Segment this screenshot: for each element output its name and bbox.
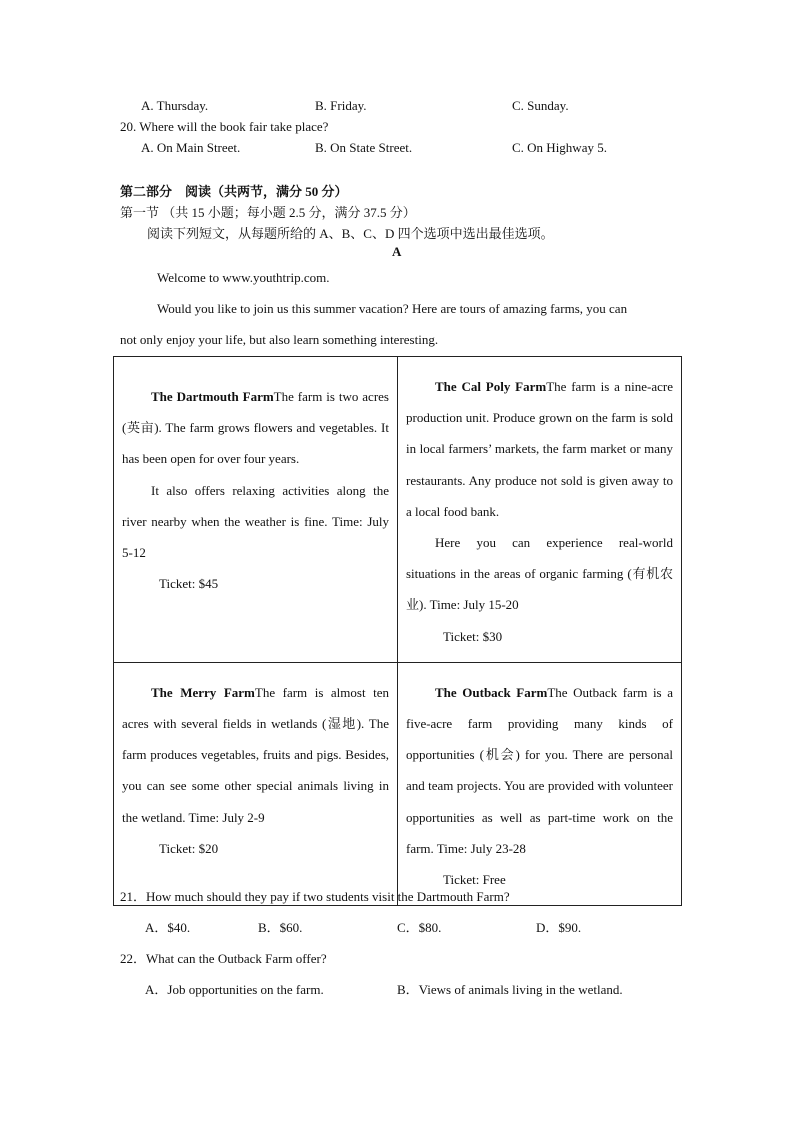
q20-question: 20. Where will the book fair take place? bbox=[120, 119, 329, 134]
merry-farm-name: The Merry Farm bbox=[151, 684, 255, 700]
section1-title: 第一节 （共 15 小题；每小题 2.5 分，满分 37.5 分） bbox=[120, 205, 416, 220]
outback-ticket: Ticket: Free bbox=[443, 872, 506, 888]
calpoly-text-2: Here you can experience real-world situations in the areas of organic farming (有机农业). Time: July 15-20 bbox=[406, 535, 673, 613]
q20-option-b: B. On State Street. bbox=[315, 140, 413, 155]
passage-intro-line1: Would you like to join us this summer vacation? Here are tours of amazing farms, you can bbox=[157, 301, 628, 316]
outback-desc bbox=[406, 677, 673, 864]
outback-text-1: The Outback farm is a five-acre farm providing many kinds of opportunities (机会) for you. There are personal and team projects. You are provided with volunteer opportunities as well as part-time work on the farm. Time: July 23-28 bbox=[406, 684, 673, 856]
calpoly-farm-cell bbox=[398, 357, 682, 663]
q20-option-a: A. On Main Street. bbox=[141, 140, 241, 155]
q19-option-b: B. Friday. bbox=[315, 98, 367, 113]
q22-option-b: B．Views of animals living in the wetland. bbox=[397, 982, 623, 997]
dartmouth-farm-cell bbox=[114, 357, 398, 663]
dartmouth-ticket: Ticket: $45 bbox=[159, 576, 219, 592]
dartmouth-text-2: It also offers relaxing activities along the river nearby when the weather is fine. Time: July 5-12 bbox=[122, 482, 389, 561]
q19-option-c: C. Sunday. bbox=[512, 98, 569, 113]
calpoly-desc bbox=[406, 371, 673, 527]
q21-option-a: A．$40. bbox=[145, 920, 191, 935]
dartmouth-farm-name: The Dartmouth Farm bbox=[151, 389, 274, 404]
q19-option-a: A. Thursday. bbox=[141, 98, 209, 113]
passage-welcome: Welcome to www.youthtrip.com. bbox=[157, 270, 330, 285]
q22-question: 22．What can the Outback Farm offer? bbox=[120, 951, 327, 966]
dartmouth-desc bbox=[122, 381, 389, 475]
farms-table bbox=[113, 356, 682, 906]
merry-ticket: Ticket: $20 bbox=[159, 840, 219, 856]
merry-desc bbox=[122, 677, 389, 833]
calpoly-text-1: The farm is a nine-acre production unit. Produce grown on the farm is sold in local farmers’ markets, the farm market or many restaurants. Any produce not sold is given away to a local food bank. bbox=[406, 379, 673, 519]
reading-instruction: 阅读下列短文，从每题所给的 A、B、C、D 四个选项中选出最佳选项。 bbox=[147, 226, 554, 241]
passage-intro-line2: not only enjoy your life, but also learn something interesting. bbox=[120, 332, 439, 347]
q21-option-b: B．$60. bbox=[258, 920, 303, 935]
calpoly-ticket: Ticket: $30 bbox=[443, 628, 503, 644]
q21-option-d: D．$90. bbox=[536, 920, 582, 935]
q21-option-c: C．$80. bbox=[397, 920, 442, 935]
q21-question: 21．How much should they pay if two students visit the Dartmouth Farm? bbox=[120, 889, 510, 904]
dartmouth-text-1: The farm is two acres (英亩). The farm grows flowers and vegetables. It has been open for over four years. bbox=[122, 389, 389, 467]
merry-text-1: The farm is almost ten acres with several fields in wetlands (湿地). The farm produces vegetables, fruits and pigs. Besides, you can see some other special animals living in the wetland. Time: July 2-9 bbox=[122, 684, 389, 825]
q20-option-c: C. On Highway 5. bbox=[512, 140, 607, 155]
q22-option-a: A．Job opportunities on the farm. bbox=[145, 982, 324, 997]
part2-title: 第二部分 阅读（共两节，满分 50 分） bbox=[120, 184, 348, 199]
calpoly-farm-name: The Cal Poly Farm bbox=[435, 379, 547, 394]
passage-letter: A bbox=[392, 244, 402, 259]
outback-farm-name: The Outback Farm bbox=[435, 684, 548, 700]
outback-farm-cell bbox=[398, 662, 682, 905]
merry-farm-cell bbox=[114, 662, 398, 905]
